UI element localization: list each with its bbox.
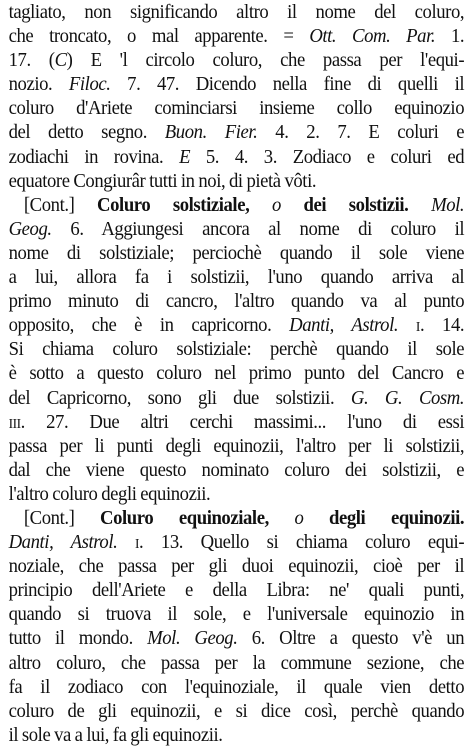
line-text: dal che viene questo nominato coluro dei solstizii, e xyxy=(8,459,465,481)
line-text: 4. 2. 7. E coluri e xyxy=(257,122,465,144)
text-line xyxy=(9,290,465,314)
line-text xyxy=(408,195,431,216)
citation-text: C xyxy=(54,50,67,72)
citation-text: Mol. Geog. xyxy=(147,628,238,650)
text-line xyxy=(9,73,465,97)
citation-text: Geog. xyxy=(8,218,52,240)
line-text xyxy=(269,508,295,529)
line-text: altro coluro, che passa per la commune sezione, che xyxy=(8,652,465,674)
text-line xyxy=(9,266,465,290)
text-line xyxy=(9,314,465,338)
entry-headword: Coluro solstiziale, xyxy=(97,194,250,216)
line-text: è sotto a questo coluro nel primo punto del Cancro e xyxy=(8,363,465,385)
text-line xyxy=(9,627,465,651)
line-text: nome di solstiziale; perciochè quando il sole viene xyxy=(8,242,465,264)
text-line xyxy=(9,25,465,49)
citation-text: Danti, Astrol. xyxy=(8,532,118,554)
line-text: coluro d'Ariete cominciarsi insieme collo equinozio xyxy=(8,98,465,120)
line-text: del detto segno. xyxy=(8,122,165,144)
dictionary-entry-text xyxy=(9,1,465,748)
text-line xyxy=(9,242,465,266)
line-text: primo minuto di cancro, l'altro quando va al punto xyxy=(8,291,465,313)
line-text xyxy=(117,532,135,553)
text-line xyxy=(9,555,465,579)
line-text: i. xyxy=(415,315,425,337)
line-text: 27. Due altri cerchi massimi... l'uno di essi xyxy=(24,411,465,433)
text-line xyxy=(9,170,465,194)
text-line xyxy=(9,1,465,25)
citation-text: Ott. Com. Par. xyxy=(309,26,436,48)
line-text: a lui, allora fa i solstizii, l'uno quando arriva al xyxy=(8,267,465,289)
text-line xyxy=(9,531,465,555)
text-line xyxy=(9,435,465,459)
line-text: 6. Oltre a questo v'è un xyxy=(237,628,465,650)
entry-headword: dei solstizii. xyxy=(303,194,409,216)
line-text: passa per li punti degli equinozii, l'altro per li solstizii, xyxy=(8,435,465,457)
text-line xyxy=(9,724,465,748)
text-line xyxy=(9,387,465,411)
line-text: equatore Congiurâr tutti in noi, di pietà vôti. xyxy=(8,170,317,192)
line-text: opposito, che è in capricorno. xyxy=(8,315,290,337)
line-text: 17. ( xyxy=(8,50,55,72)
line-text: 5. 4. 3. Zodiaco e coluri ed xyxy=(190,146,465,168)
citation-text: Filoc. xyxy=(68,74,111,96)
text-line xyxy=(9,459,465,483)
text-line xyxy=(9,121,465,145)
line-text: il sole va a lui, fa gli equinozii. xyxy=(8,724,223,746)
line-text xyxy=(398,315,416,336)
text-line xyxy=(9,579,465,603)
line-text xyxy=(303,508,329,529)
citation-text: E xyxy=(179,146,191,168)
line-text: [Cont.] xyxy=(23,507,101,529)
citation-text: Buon. Fier. xyxy=(164,122,258,144)
text-line xyxy=(9,362,465,386)
text-line xyxy=(9,603,465,627)
line-text: nozio. xyxy=(8,74,69,96)
text-line xyxy=(9,218,465,242)
line-text: iii. xyxy=(8,411,25,433)
line-text: Si chiama coluro solstiziale: perchè quando il sole xyxy=(8,339,465,361)
line-text: ) E 'l circolo coluro, che passa per l'equi- xyxy=(66,50,465,72)
line-text: noziale, che passa per gli duoi equinozii, cioè per il xyxy=(8,556,465,578)
line-text: 1. xyxy=(435,26,465,48)
line-text: i. xyxy=(134,532,144,554)
line-text xyxy=(281,195,304,216)
text-line xyxy=(9,700,465,724)
line-text: 14. xyxy=(424,315,465,337)
line-text: del Capricorno, sono gli due solstizii. xyxy=(8,387,351,409)
citation-text: Mol. xyxy=(431,194,465,216)
text-line xyxy=(9,49,465,73)
line-text: tutto il mondo. xyxy=(8,628,148,650)
citation-text: o xyxy=(294,507,304,529)
line-text: 13. Quello si chiama coluro equi- xyxy=(143,532,465,554)
line-text: tagliato, non significando altro il nome del coluro, xyxy=(8,2,465,23)
text-line xyxy=(9,411,465,435)
text-line xyxy=(9,652,465,676)
citation-text: o xyxy=(271,194,281,216)
text-line xyxy=(9,338,465,362)
line-text: coluro de gli equinozii, e si dice così, perchè quando xyxy=(8,700,465,722)
text-line xyxy=(9,146,465,170)
entry-headword: degli equinozii. xyxy=(329,507,465,529)
line-text xyxy=(249,195,272,216)
citation-text: Danti, Astrol. xyxy=(289,315,399,337)
line-text: che troncato, o mal apparente. = xyxy=(8,26,310,48)
text-line xyxy=(9,507,465,531)
entry-headword: Coluro equinoziale, xyxy=(100,507,269,529)
line-text: l'altro coluro degli equinozii. xyxy=(8,483,211,505)
text-line xyxy=(9,97,465,121)
line-text: zodiachi in rovina. xyxy=(8,146,180,168)
text-line xyxy=(9,194,465,218)
citation-text: G. G. Cosm. xyxy=(350,387,465,409)
line-text: fa il zodiaco con l'equinoziale, il quale vien detto xyxy=(8,676,465,698)
line-text: 6. Aggiungesi ancora al nome di coluro il xyxy=(51,218,465,240)
line-text: principio dell'Ariete e della Libra: ne' quali punti, xyxy=(8,580,465,602)
line-text: 7. 47. Dicendo nella fine di quelli il xyxy=(110,74,465,96)
line-text: [Cont.] xyxy=(23,194,98,216)
text-line xyxy=(9,483,465,507)
line-text: quando si truova il sole, e l'universale equinozio in xyxy=(8,604,465,626)
text-line xyxy=(9,676,465,700)
